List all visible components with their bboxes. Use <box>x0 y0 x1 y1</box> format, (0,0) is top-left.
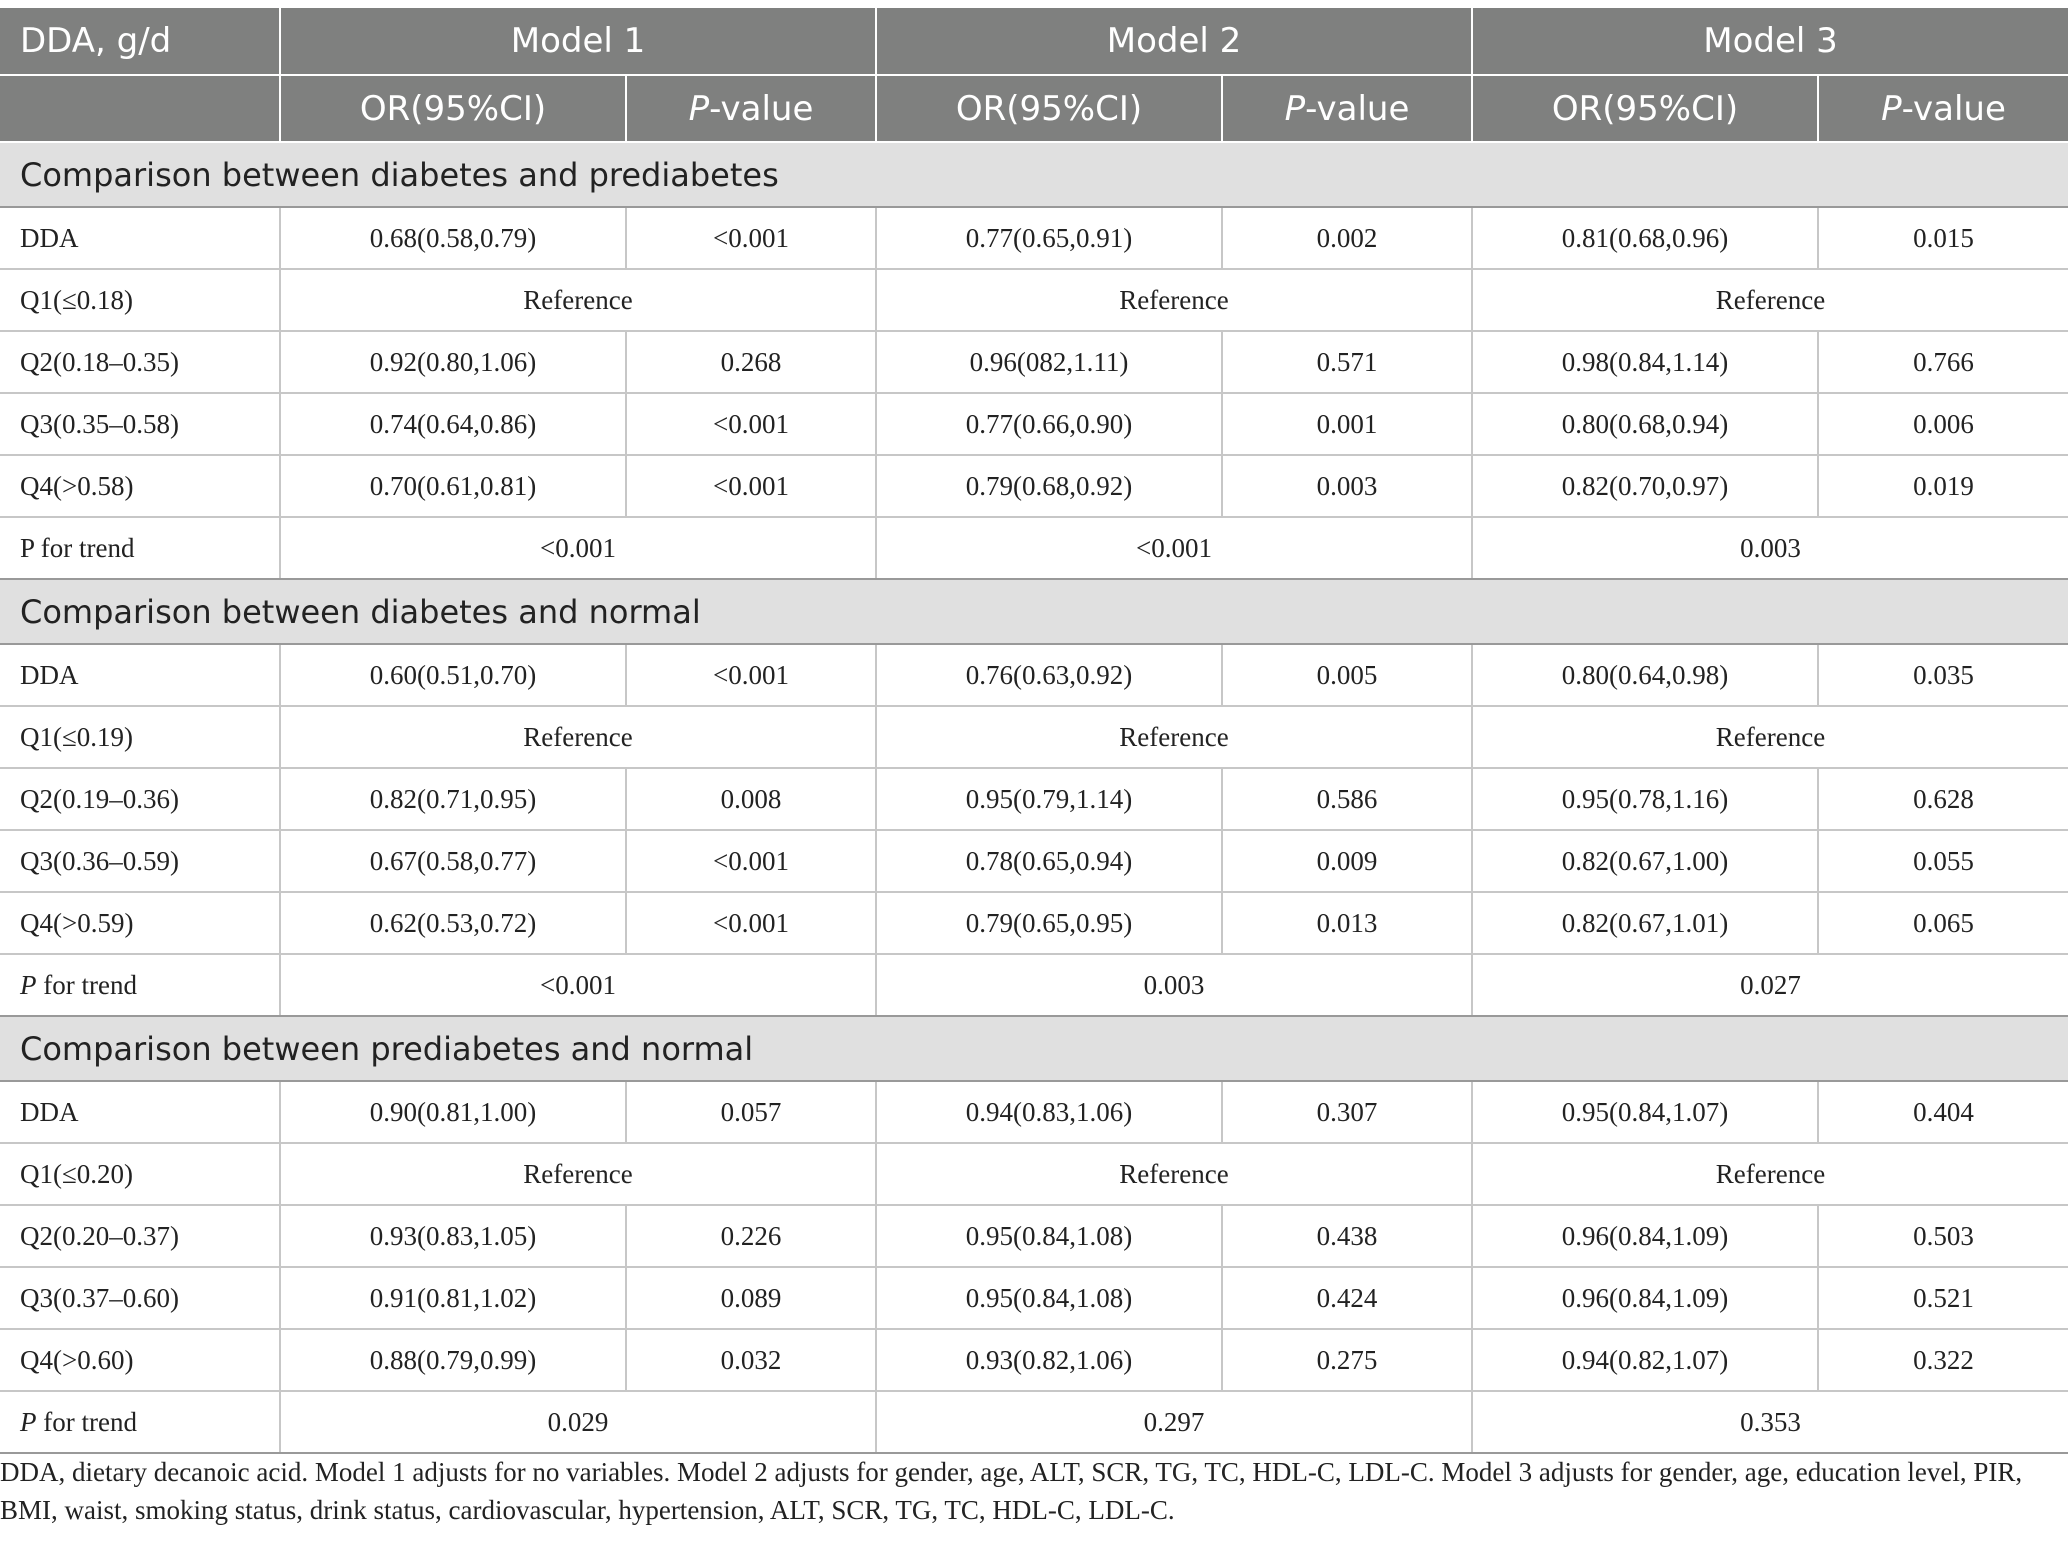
table-row <box>0 1329 2068 1391</box>
row-label-italic: P <box>20 969 37 1000</box>
header-row-models <box>0 8 2068 75</box>
table-row <box>0 1143 2068 1205</box>
model-1-or-cell: 0.91(0.81,1.02) <box>280 1267 626 1329</box>
model-3-merged-cell: 0.027 <box>1472 954 2068 1016</box>
table-row <box>0 517 2068 579</box>
model-2-p-cell: 0.424 <box>1222 1267 1472 1329</box>
table-header <box>0 8 2068 142</box>
row-label: Q1(≤0.18) <box>0 269 280 331</box>
model-3-p-cell: 0.404 <box>1818 1081 2068 1143</box>
model-3-merged-cell: 0.003 <box>1472 517 2068 579</box>
row-label: Q4(>0.59) <box>0 892 280 954</box>
model-3-or-cell: 0.96(0.84,1.09) <box>1472 1267 1818 1329</box>
model-2-or-cell: 0.77(0.66,0.90) <box>876 393 1222 455</box>
model-2-p-cell: 0.002 <box>1222 207 1472 269</box>
model-1-header: Model 1 <box>280 8 876 75</box>
model-3-merged-cell: Reference <box>1472 1143 2068 1205</box>
section-header-row <box>0 142 2068 207</box>
model-3-merged-cell: Reference <box>1472 269 2068 331</box>
table-body <box>0 142 2068 1453</box>
model-2-p-cell: 0.013 <box>1222 892 1472 954</box>
row-label: Q2(0.20–0.37) <box>0 1205 280 1267</box>
model-2-p-cell: 0.001 <box>1222 393 1472 455</box>
model-2-p-cell: 0.571 <box>1222 331 1472 393</box>
p-value-header: P-value <box>1222 75 1472 142</box>
model-3-or-cell: 0.80(0.64,0.98) <box>1472 644 1818 706</box>
model-2-merged-cell: Reference <box>876 1143 1472 1205</box>
model-2-or-cell: 0.79(0.68,0.92) <box>876 455 1222 517</box>
results-table <box>0 8 2068 1454</box>
model-1-merged-cell: 0.029 <box>280 1391 876 1453</box>
row-label: Q3(0.36–0.59) <box>0 830 280 892</box>
stub-header-empty <box>0 75 280 142</box>
row-label: Q4(>0.60) <box>0 1329 280 1391</box>
model-3-p-cell: 0.019 <box>1818 455 2068 517</box>
model-1-p-cell: <0.001 <box>626 830 876 892</box>
model-1-merged-cell: Reference <box>280 269 876 331</box>
p-value-header: P-value <box>626 75 876 142</box>
row-label: DDA <box>0 644 280 706</box>
model-1-p-cell: 0.057 <box>626 1081 876 1143</box>
model-3-or-cell: 0.98(0.84,1.14) <box>1472 331 1818 393</box>
model-2-merged-cell: 0.297 <box>876 1391 1472 1453</box>
model-1-p-cell: 0.268 <box>626 331 876 393</box>
section-header-row <box>0 1016 2068 1081</box>
model-3-p-cell: 0.521 <box>1818 1267 2068 1329</box>
section-header-row <box>0 579 2068 644</box>
model-1-p-cell: <0.001 <box>626 644 876 706</box>
model-3-p-cell: 0.322 <box>1818 1329 2068 1391</box>
stub-header: DDA, g/d <box>0 8 280 75</box>
model-2-merged-cell: <0.001 <box>876 517 1472 579</box>
row-label: Q1(≤0.20) <box>0 1143 280 1205</box>
row-label-italic: P <box>20 1406 37 1437</box>
table-row <box>0 1081 2068 1143</box>
section-title: Comparison between diabetes and prediabetes <box>0 142 2068 207</box>
model-2-or-cell: 0.76(0.63,0.92) <box>876 644 1222 706</box>
model-3-p-cell: 0.065 <box>1818 892 2068 954</box>
row-label <box>0 954 280 1016</box>
model-2-merged-cell: Reference <box>876 269 1472 331</box>
table-footnote: DDA, dietary decanoic acid. Model 1 adjusts for no variables. Model 2 adjusts for gender, age, ALT, SCR, TG, TC, HDL-C, LDL-C. Model 3 adjusts for gender, age, education level, PIR, BMI, waist, smoking status, drink status, cardiovascular, hypertension, ALT, SCR, TG, TC, HDL-C, LDL-C. <box>0 1457 2023 1525</box>
table-row <box>0 207 2068 269</box>
row-label: DDA <box>0 1081 280 1143</box>
model-3-p-cell: 0.503 <box>1818 1205 2068 1267</box>
model-1-merged-cell: <0.001 <box>280 954 876 1016</box>
model-2-or-cell: 0.95(0.84,1.08) <box>876 1205 1222 1267</box>
model-2-p-cell: 0.009 <box>1222 830 1472 892</box>
model-2-p-cell: 0.586 <box>1222 768 1472 830</box>
table-row <box>0 393 2068 455</box>
table-row <box>0 1267 2068 1329</box>
table-row <box>0 830 2068 892</box>
table-row <box>0 706 2068 768</box>
or-header: OR(95%CI) <box>876 75 1222 142</box>
model-3-p-cell: 0.015 <box>1818 207 2068 269</box>
row-label <box>0 1391 280 1453</box>
model-2-or-cell: 0.96(082,1.11) <box>876 331 1222 393</box>
table-row <box>0 1205 2068 1267</box>
model-3-p-cell: 0.006 <box>1818 393 2068 455</box>
model-1-or-cell: 0.68(0.58,0.79) <box>280 207 626 269</box>
row-label: Q2(0.19–0.36) <box>0 768 280 830</box>
model-3-or-cell: 0.82(0.70,0.97) <box>1472 455 1818 517</box>
model-2-p-cell: 0.307 <box>1222 1081 1472 1143</box>
model-3-or-cell: 0.94(0.82,1.07) <box>1472 1329 1818 1391</box>
model-2-or-cell: 0.77(0.65,0.91) <box>876 207 1222 269</box>
table-row <box>0 331 2068 393</box>
model-3-or-cell: 0.80(0.68,0.94) <box>1472 393 1818 455</box>
model-3-or-cell: 0.82(0.67,1.01) <box>1472 892 1818 954</box>
model-2-p-cell: 0.275 <box>1222 1329 1472 1391</box>
model-1-p-cell: <0.001 <box>626 892 876 954</box>
model-2-or-cell: 0.78(0.65,0.94) <box>876 830 1222 892</box>
model-3-merged-cell: 0.353 <box>1472 1391 2068 1453</box>
row-label: DDA <box>0 207 280 269</box>
model-3-header: Model 3 <box>1472 8 2068 75</box>
model-3-or-cell: 0.82(0.67,1.00) <box>1472 830 1818 892</box>
model-1-p-cell: 0.226 <box>626 1205 876 1267</box>
row-label-rest: for trend <box>36 969 137 1000</box>
model-1-or-cell: 0.90(0.81,1.00) <box>280 1081 626 1143</box>
row-label: Q3(0.35–0.58) <box>0 393 280 455</box>
row-label: Q1(≤0.19) <box>0 706 280 768</box>
table-row <box>0 269 2068 331</box>
header-row-columns <box>0 75 2068 142</box>
or-header: OR(95%CI) <box>280 75 626 142</box>
model-3-or-cell: 0.81(0.68,0.96) <box>1472 207 1818 269</box>
table-row <box>0 768 2068 830</box>
model-1-or-cell: 0.60(0.51,0.70) <box>280 644 626 706</box>
model-3-or-cell: 0.95(0.78,1.16) <box>1472 768 1818 830</box>
row-label-rest: for trend <box>36 1406 137 1437</box>
model-1-p-cell: <0.001 <box>626 455 876 517</box>
model-1-or-cell: 0.70(0.61,0.81) <box>280 455 626 517</box>
model-1-or-cell: 0.88(0.79,0.99) <box>280 1329 626 1391</box>
table-row <box>0 892 2068 954</box>
model-3-or-cell: 0.95(0.84,1.07) <box>1472 1081 1818 1143</box>
model-3-p-cell: 0.628 <box>1818 768 2068 830</box>
model-3-p-cell: 0.055 <box>1818 830 2068 892</box>
model-2-or-cell: 0.95(0.79,1.14) <box>876 768 1222 830</box>
model-2-p-cell: 0.438 <box>1222 1205 1472 1267</box>
model-1-merged-cell: Reference <box>280 1143 876 1205</box>
model-1-or-cell: 0.62(0.53,0.72) <box>280 892 626 954</box>
model-1-or-cell: 0.92(0.80,1.06) <box>280 331 626 393</box>
model-2-p-cell: 0.003 <box>1222 455 1472 517</box>
model-1-merged-cell: <0.001 <box>280 517 876 579</box>
model-1-or-cell: 0.82(0.71,0.95) <box>280 768 626 830</box>
model-1-or-cell: 0.67(0.58,0.77) <box>280 830 626 892</box>
model-1-or-cell: 0.74(0.64,0.86) <box>280 393 626 455</box>
model-1-merged-cell: Reference <box>280 706 876 768</box>
model-3-p-cell: 0.766 <box>1818 331 2068 393</box>
model-2-or-cell: 0.94(0.83,1.06) <box>876 1081 1222 1143</box>
model-3-merged-cell: Reference <box>1472 706 2068 768</box>
model-2-header: Model 2 <box>876 8 1472 75</box>
table-row <box>0 954 2068 1016</box>
model-2-merged-cell: 0.003 <box>876 954 1472 1016</box>
model-2-p-cell: 0.005 <box>1222 644 1472 706</box>
model-2-or-cell: 0.79(0.65,0.95) <box>876 892 1222 954</box>
row-label: Q2(0.18–0.35) <box>0 331 280 393</box>
model-1-p-cell: 0.008 <box>626 768 876 830</box>
model-1-p-cell: <0.001 <box>626 393 876 455</box>
model-3-p-cell: 0.035 <box>1818 644 2068 706</box>
model-1-p-cell: 0.089 <box>626 1267 876 1329</box>
model-2-or-cell: 0.95(0.84,1.08) <box>876 1267 1222 1329</box>
model-1-or-cell: 0.93(0.83,1.05) <box>280 1205 626 1267</box>
model-1-p-cell: <0.001 <box>626 207 876 269</box>
table-row <box>0 1391 2068 1453</box>
model-2-or-cell: 0.93(0.82,1.06) <box>876 1329 1222 1391</box>
section-title: Comparison between prediabetes and normal <box>0 1016 2068 1081</box>
or-header: OR(95%CI) <box>1472 75 1818 142</box>
model-1-p-cell: 0.032 <box>626 1329 876 1391</box>
table-row <box>0 455 2068 517</box>
row-label: Q4(>0.58) <box>0 455 280 517</box>
table-row <box>0 644 2068 706</box>
row-label: Q3(0.37–0.60) <box>0 1267 280 1329</box>
section-title: Comparison between diabetes and normal <box>0 579 2068 644</box>
model-3-or-cell: 0.96(0.84,1.09) <box>1472 1205 1818 1267</box>
row-label: P for trend <box>0 517 280 579</box>
p-value-header: P-value <box>1818 75 2068 142</box>
model-2-merged-cell: Reference <box>876 706 1472 768</box>
